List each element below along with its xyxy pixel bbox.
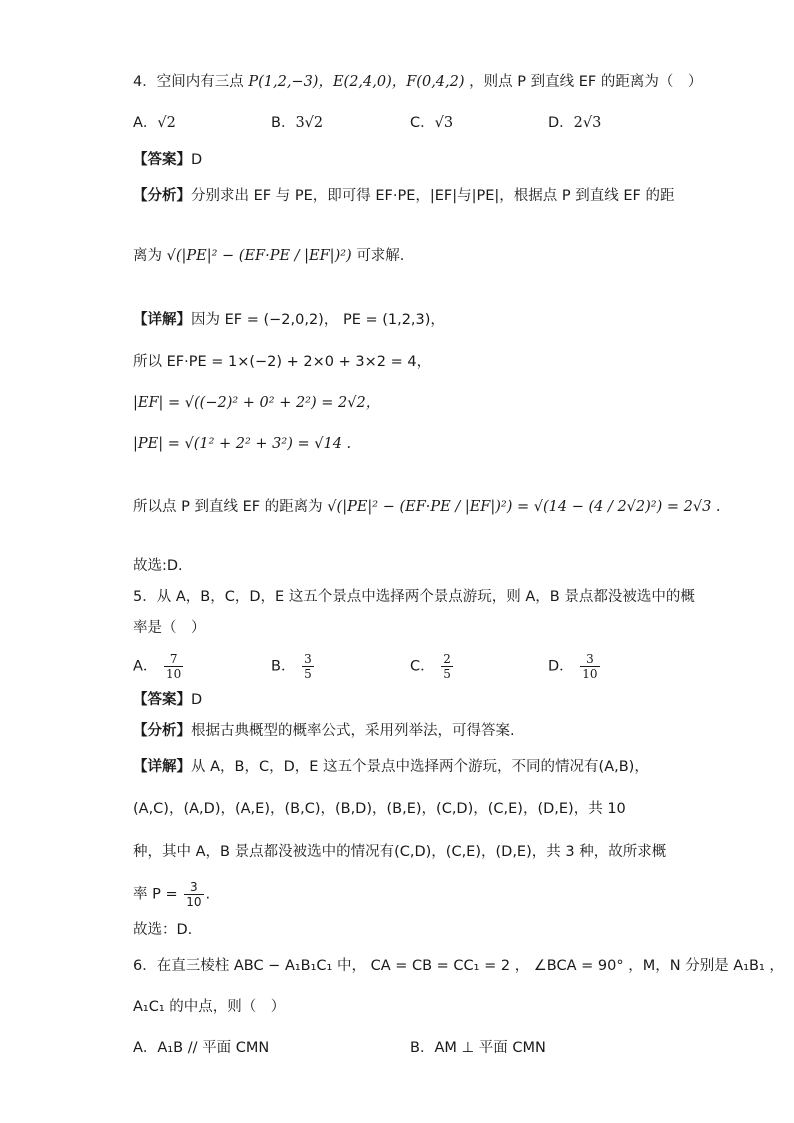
q4-distance-result: √(|PE|² − (EF·PE / |EF|)²) = √(14 − (4 / 2√2)²) = 2√3 .: [327, 499, 721, 515]
q5-option-c: C． $\frac{2}{5}$: [410, 652, 451, 681]
q5-stem-line1: 5．从 A，B，C，D，E 这五个景点中选择两个景点游玩，则 A，B 景点都没被选中的概: [133, 589, 695, 605]
q5-option-a: A． $\frac{7}{10}$: [133, 652, 182, 681]
q4-option-d: D．2√3: [548, 115, 602, 131]
q4-analysis-line1: 【分析】分别求出 EF 与 PE，即可得 EF·PE，|EF|与|PE|，根据点 P 到直线 EF 的距: [133, 188, 675, 204]
q4-detail-line2: 所以 EF·PE = 1×(−2) + 2×0 + 3×2 = 4，: [133, 354, 432, 370]
q6-option-b: B．AM ⊥ 平面 CMN: [410, 1040, 546, 1056]
q4-stem-prefix: 4．空间内有三点: [133, 74, 244, 90]
q5-conclusion: 故选：D.: [133, 922, 193, 938]
q5-answer: 【答案】D: [133, 692, 203, 708]
q6-stem-line1: 6．在直三棱柱 ABC − A₁B₁C₁ 中， CA = CB = CC₁ = 2 ， ∠BCA = 90° ，M，N 分别是 A₁B₁ ，: [133, 958, 784, 974]
q4-distance-formula: √(|PE|² − (EF·PE / |EF|)²): [166, 248, 352, 264]
q4-option-a: A．√2: [133, 115, 176, 131]
q4-detail-line1: 【详解】因为 EF = (−2,0,2)， PE = (1,2,3)，: [133, 312, 445, 328]
q6-option-a: A．A₁B // 平面 CMN: [133, 1040, 270, 1056]
q5-option-b: B． $\frac{3}{5}$: [271, 652, 312, 681]
q5-option-d: D． $\frac{3}{10}$: [548, 652, 598, 681]
q5-detail-line2: (A,C)，(A,D)，(A,E)，(B,C)，(B,D)，(B,E)，(C,D)，(C,E)，(D,E)，共 10: [133, 801, 626, 817]
q5-detail-line1: 【详解】从 A，B，C，D，E 这五个景点中选择两个游玩，不同的情况有(A,B)，: [133, 759, 649, 775]
q4-detail-line3: |EF| = √((−2)² + 0² + 2²) = 2√2，: [133, 395, 381, 411]
q5-detail-line4: 率 P = $\frac{3}{10}$ .: [133, 880, 211, 909]
q4-stem-suffix: ，则点 P 到直线 EF 的距离为（ ）: [469, 74, 703, 90]
q4-detail-line4: |PE| = √(1² + 2² + 3²) = √14 .: [133, 436, 352, 452]
q6-stem-line2: A₁C₁ 的中点，则（ ）: [133, 999, 286, 1015]
q4-analysis-line2: 离为 √(|PE|² − (EF·PE / |EF|)²) 可求解.: [133, 248, 405, 264]
q4-answer: 【答案】D: [133, 152, 203, 168]
q5-detail-line3: 种，其中 A，B 景点都没被选中的情况有(C,D)，(C,E)，(D,E)，共 3 种，故所求概: [133, 844, 667, 860]
q4-stem: [133, 72, 702, 92]
q4-points: P(1,2,−3)，E(2,4,0)，F(0,4,2): [248, 74, 465, 90]
q4-option-c: C．√3: [410, 115, 454, 131]
q5-stem-line2: 率是（ ）: [133, 620, 206, 636]
q4-option-b: B．3√2: [271, 115, 324, 131]
q5-analysis: 【分析】根据古典概型的概率公式，采用列举法，可得答案.: [133, 723, 515, 739]
q4-conclusion: 故选:D.: [133, 558, 183, 574]
q4-detail-line5: 所以点 P 到直线 EF 的距离为 √(|PE|² − (EF·PE / |EF|)²) = √(14 − (4 / 2√2)²) = 2√3 .: [133, 499, 721, 515]
